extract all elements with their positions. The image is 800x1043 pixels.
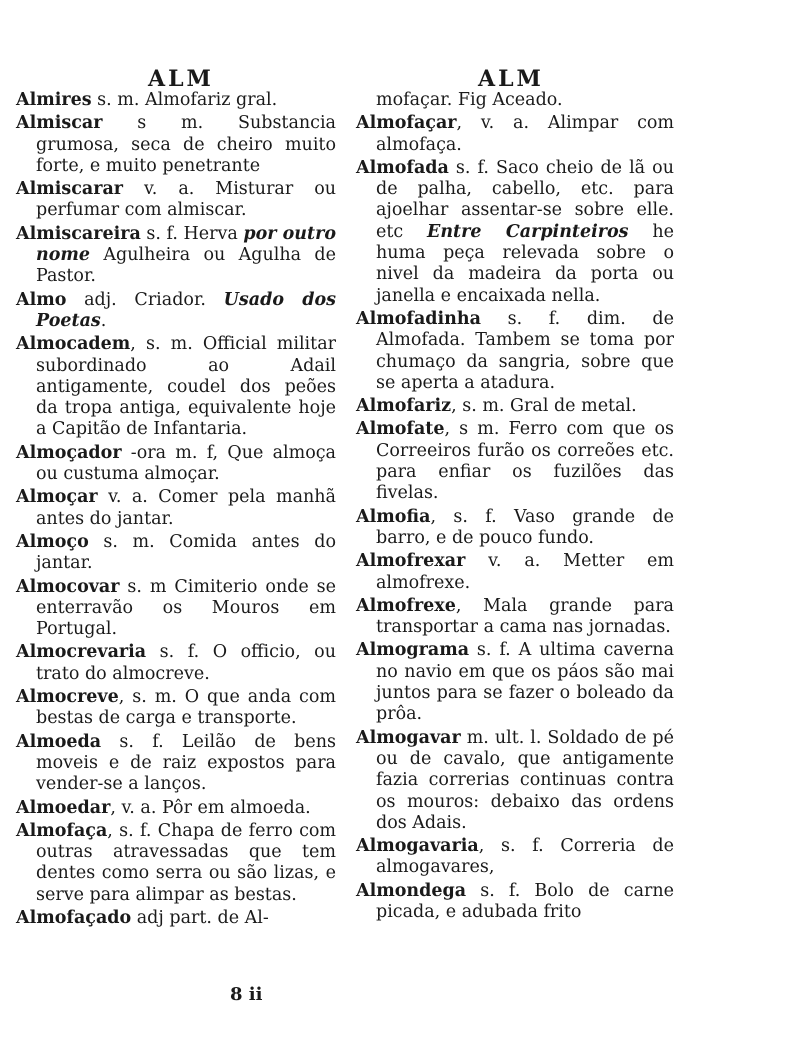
right-column — [356, 90, 674, 925]
entry-definition: s. m. Almofariz gral. — [91, 90, 278, 110]
dictionary-entry — [356, 396, 674, 417]
dictionary-entry — [356, 158, 674, 307]
dictionary-entry — [16, 90, 336, 111]
dictionary-entry — [16, 290, 336, 333]
entry-definition: , s. f. Correria de almogavares, — [376, 836, 674, 878]
dictionary-entry — [356, 309, 674, 394]
left-running-head: ALM — [148, 66, 214, 92]
entry-headword: Almoeda — [16, 731, 102, 752]
entry-headword: Almofrexe — [356, 595, 456, 616]
entry-definition: s. f. Leilão de bens moveis e de raiz expostos para vender-se a lanços. — [36, 731, 336, 795]
entry-definition: , s. m. Gral de metal. — [451, 396, 637, 417]
entry-headword: Almoçador — [16, 442, 122, 463]
entry-headword: Almocovar — [16, 576, 120, 597]
entry-definition: m. ult. l. Soldado de pé ou de cavalo, que antigamente fazia correrias continuas contra os mouros: debaixo das ordens dos Adais. — [376, 727, 674, 833]
dictionary-entry — [16, 798, 336, 819]
entry-definition: , s. f. Vaso grande de barro, e de pouco fundo. — [376, 506, 674, 548]
entry-definition: , Mala grande para transportar a cama nas jornadas. — [376, 595, 674, 638]
entry-headword: Almiscareira — [16, 223, 141, 244]
entry-definition: , s. m. Official militar subordinado ao Adail antigamente, coudel dos peões da tropa antiga, equivalente hoje a Capitão de Infantaria. — [36, 334, 336, 440]
entry-definition: -ora m. f, Que almoça ou custuma almoçar. — [36, 442, 336, 485]
entry-italic: Usado dos Poetas — [36, 289, 336, 331]
entry-headword: Almofrexar — [356, 551, 466, 572]
entry-definition: s m. Substancia grumosa, seca de cheiro muito forte, e muito penetrante — [36, 113, 336, 176]
entry-headword: Almogavar — [356, 727, 461, 748]
dictionary-entry — [356, 728, 674, 834]
dictionary-entry — [16, 334, 336, 440]
entry-definition: v. a. Misturar ou perfumar com almiscar. — [36, 179, 336, 221]
dictionary-entry — [16, 487, 336, 530]
dictionary-entry — [16, 577, 336, 641]
entry-definition: , v. a. Pôr em almoeda. — [110, 797, 311, 818]
entry-definition: , s. m. O que anda com bestas de carga e transporte. — [36, 687, 336, 729]
dictionary-entry — [16, 821, 336, 906]
dictionary-entry — [356, 551, 674, 594]
entry-headword: Almofadinha — [356, 308, 481, 329]
entry-italic: Entre Carpinteiros — [427, 221, 629, 242]
dictionary-entry — [16, 532, 336, 575]
entry-definition-cont: . — [100, 310, 107, 331]
entry-definition: adj. Criador. — [66, 289, 224, 310]
entry-definition-cont: he huma peça relevada sobre o nivel da madeira da porta ou janella e encaixada nella. — [376, 221, 674, 306]
entry-definition: adj part. de Al- — [131, 907, 269, 928]
entry-headword: Almofaça — [16, 820, 108, 841]
entry-headword: Almoedar — [16, 797, 111, 818]
entry-headword: Almocadem — [16, 334, 131, 355]
signature-mark: 8 ii — [230, 984, 263, 1005]
entry-headword: Almoço — [16, 531, 89, 552]
left-column — [16, 90, 336, 931]
entry-headword: Almofia — [356, 506, 431, 527]
entry-headword: Almofaçar — [356, 113, 457, 134]
entry-definition: , s m. Ferro com que os Correeiros furão os correões etc. para enfiar os fuzilões das fivelas. — [376, 419, 674, 504]
entry-definition: v. a. Metter em almofrexe. — [376, 551, 674, 593]
entry-headword: Almocreve — [16, 687, 119, 708]
entry-definition-cont: Agulheira ou Agulha de Pastor. — [36, 245, 336, 287]
entry-headword: Almograma — [356, 640, 470, 661]
entry-italic: por outro nome — [36, 223, 336, 266]
dictionary-entry — [356, 90, 674, 111]
dictionary-entry — [16, 179, 336, 222]
entry-definition: , s. f. Chapa de ferro com outras atravessadas que tem dentes como serra ou são lizas, e serve para alimpar as bestas. — [36, 820, 336, 905]
entry-headword: Almondega — [356, 880, 467, 901]
dictionary-entry — [356, 836, 674, 879]
dictionary-entry — [16, 224, 336, 288]
dictionary-entry — [356, 596, 674, 639]
entry-headword: Almiscarar — [16, 179, 124, 200]
entry-definition: s. f. dim. de Almofada. Tambem se toma por chumaço da sangria, sobre que se aperta a atadura. — [376, 308, 674, 393]
entry-definition: , v. a. Alimpar com almofaça. — [376, 113, 674, 155]
right-running-head: ALM — [478, 66, 544, 92]
entry-headword: Almocrevaria — [16, 642, 147, 663]
entry-definition: s. m Cimiterio onde se enterravão os Mouros em Portugal. — [36, 576, 336, 640]
dictionary-entry — [356, 507, 674, 550]
entry-headword: Almofariz — [356, 396, 452, 417]
entry-headword: Almofada — [356, 157, 449, 178]
entry-definition: mofaçar. Fig Aceado. — [376, 90, 563, 110]
entry-headword: Almiscar — [16, 113, 103, 134]
dictionary-entry — [16, 113, 336, 177]
dictionary-entry — [356, 881, 674, 924]
entry-definition: s. m. Comida antes do jantar. — [36, 531, 336, 574]
entry-definition: s. f. Herva — [140, 223, 244, 244]
entry-definition: s. f. O officio, ou trato do almocreve. — [36, 642, 336, 684]
entry-headword: Almo — [16, 289, 67, 310]
dictionary-entry — [356, 113, 674, 156]
entry-headword: Almofate — [356, 419, 445, 440]
entry-headword: Almogavaria — [356, 836, 479, 857]
entry-headword: Almoçar — [16, 487, 98, 508]
dictionary-entry — [16, 732, 336, 796]
entry-definition: v. a. Comer pela manhã antes do jantar. — [36, 487, 336, 529]
dictionary-entry — [16, 642, 336, 685]
dictionary-entry — [16, 443, 336, 486]
dictionary-entry — [356, 640, 674, 725]
entry-headword: Almofaçado — [16, 907, 132, 928]
dictionary-entry — [16, 908, 336, 929]
entry-definition: s. f. Bolo de carne picada, e adubada frito — [376, 880, 674, 922]
entry-definition: s. f. A ultima caverna no navio em que os páos são mai juntos para se fazer o boleado da prôa. — [376, 640, 674, 725]
dictionary-entry — [356, 419, 674, 504]
entry-headword: Almires — [16, 90, 92, 110]
dictionary-entry — [16, 687, 336, 730]
entry-definition: s. f. Saco cheio de lã ou de palha, cabello, etc. para ajoelhar assentar-se sobre elle. etc — [376, 157, 674, 242]
